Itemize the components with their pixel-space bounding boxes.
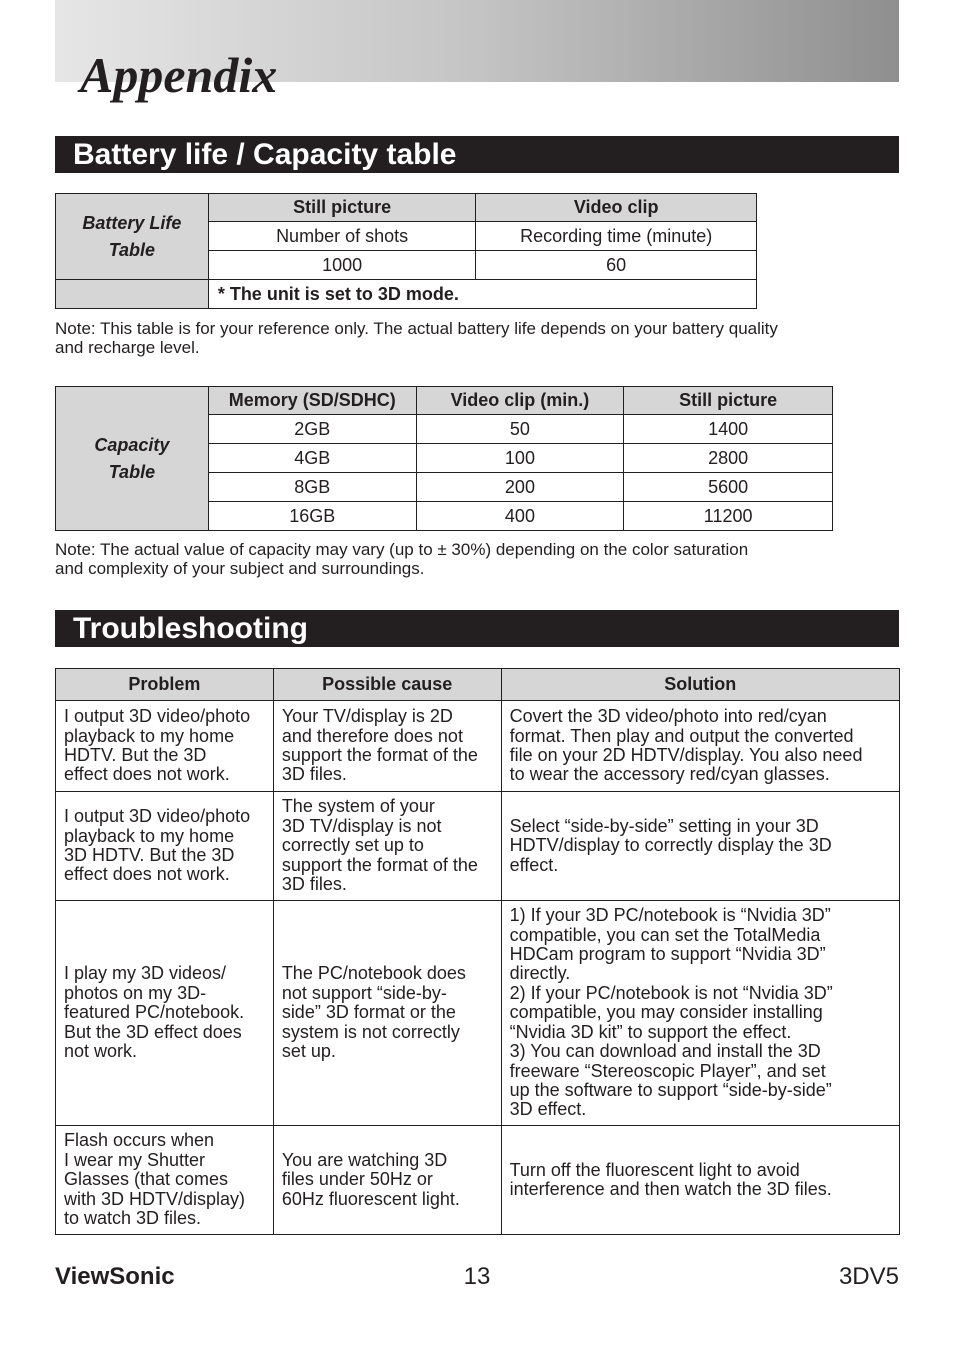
capacity-note-line2: and complexity of your subject and surroundings.	[55, 559, 425, 578]
page-title: Appendix	[80, 47, 278, 103]
problem-cell: Flash occurs when I wear my Shutter Glasses (that comes with 3D HDTV/display) to watch 3D files.	[56, 1126, 274, 1235]
table-row	[56, 792, 900, 901]
cause-cell: The system of your 3D TV/display is not correctly set up to support the format of the 3D files.	[273, 792, 501, 901]
battery-table-label-line1: Battery Life	[82, 212, 182, 233]
capacity-header-still: Still picture	[624, 387, 833, 415]
problem-cell: I output 3D video/photo playback to my home 3D HDTV. But the 3D effect does not work.	[56, 792, 274, 901]
solution-cell: 1) If your 3D PC/notebook is “Nvidia 3D” compatible, you can set the TotalMedia HDCam program to support “Nvidia 3D” directly. 2) If your PC/notebook is not “Nvidia 3D” compatible, you may consider installing “Nvidia 3D kit” to support the effect. 3) You can download and install the 3D freeware “Stereoscopic Player”, and set up the software to support “side-by-side” 3D effect.	[501, 901, 899, 1126]
table-row	[56, 701, 900, 792]
battery-table-label	[56, 194, 209, 280]
capacity-table-label-line2: Table	[108, 461, 156, 482]
battery-value-shots: 1000	[208, 251, 476, 280]
capacity-table-label-line1: Capacity	[94, 434, 170, 455]
capacity-header-video: Video clip (min.)	[416, 387, 624, 415]
capacity-cell: 2800	[624, 444, 833, 473]
capacity-cell: 1400	[624, 415, 833, 444]
battery-table-label-line2: Table	[108, 239, 156, 260]
capacity-cell: 200	[416, 473, 624, 502]
solution-cell: Covert the 3D video/photo into red/cyan format. Then play and output the converted file on your 2D HDTV/display. You also need to wear the accessory red/cyan glasses.	[501, 701, 899, 792]
problem-cell: I play my 3D videos/ photos on my 3D- featured PC/notebook. But the 3D effect does not work.	[56, 901, 274, 1126]
footer-model: 3DV5	[838, 1263, 899, 1290]
capacity-cell: 8GB	[208, 473, 416, 502]
battery-note-line1: Note: This table is for your reference only. The actual battery life depends on your battery quality	[55, 319, 778, 338]
capacity-cell: 11200	[624, 502, 833, 531]
capacity-note	[55, 540, 899, 578]
capacity-cell: 50	[416, 415, 624, 444]
header-cause: Possible cause	[273, 669, 501, 701]
battery-header-video: Video clip	[476, 194, 757, 222]
capacity-note-line1: Note: The actual value of capacity may vary (up to ± 30%) depending on the color saturation	[55, 540, 749, 559]
capacity-cell: 5600	[624, 473, 833, 502]
capacity-header-memory: Memory (SD/SDHC)	[208, 387, 416, 415]
footer-page-number: 13	[463, 1263, 491, 1290]
cause-cell: The PC/notebook does not support “side-by- side” 3D format or the system is not correctly set up.	[273, 901, 501, 1126]
battery-footnote: * The unit is set to 3D mode.	[208, 280, 756, 309]
battery-section-title: Battery life / Capacity table	[55, 136, 899, 173]
capacity-table-label	[56, 387, 209, 531]
battery-life-table	[55, 193, 757, 309]
capacity-cell: 4GB	[208, 444, 416, 473]
capacity-table	[55, 386, 833, 531]
battery-note-line2: and recharge level.	[55, 338, 200, 357]
solution-cell: Select “side-by-side” setting in your 3D HDTV/display to correctly display the 3D effect.	[501, 792, 899, 901]
header-solution: Solution	[501, 669, 899, 701]
footer-brand: ViewSonic	[55, 1263, 175, 1290]
cause-cell: You are watching 3D files under 50Hz or 60Hz fluorescent light.	[273, 1126, 501, 1235]
table-row	[56, 901, 900, 1126]
battery-header-still: Still picture	[208, 194, 476, 222]
capacity-cell: 2GB	[208, 415, 416, 444]
problem-cell: I output 3D video/photo playback to my home HDTV. But the 3D effect does not work.	[56, 701, 274, 792]
battery-note	[55, 319, 899, 357]
capacity-cell: 16GB	[208, 502, 416, 531]
battery-subheader-time: Recording time (minute)	[476, 222, 757, 251]
battery-subheader-shots: Number of shots	[208, 222, 476, 251]
troubleshooting-section-title: Troubleshooting	[55, 610, 899, 647]
battery-value-time: 60	[476, 251, 757, 280]
capacity-cell: 400	[416, 502, 624, 531]
capacity-cell: 100	[416, 444, 624, 473]
cause-cell: Your TV/display is 2D and therefore does not support the format of the 3D files.	[273, 701, 501, 792]
table-row	[56, 1126, 900, 1235]
troubleshooting-table	[55, 668, 900, 1235]
header-problem: Problem	[56, 669, 274, 701]
solution-cell: Turn off the fluorescent light to avoid interference and then watch the 3D files.	[501, 1126, 899, 1235]
